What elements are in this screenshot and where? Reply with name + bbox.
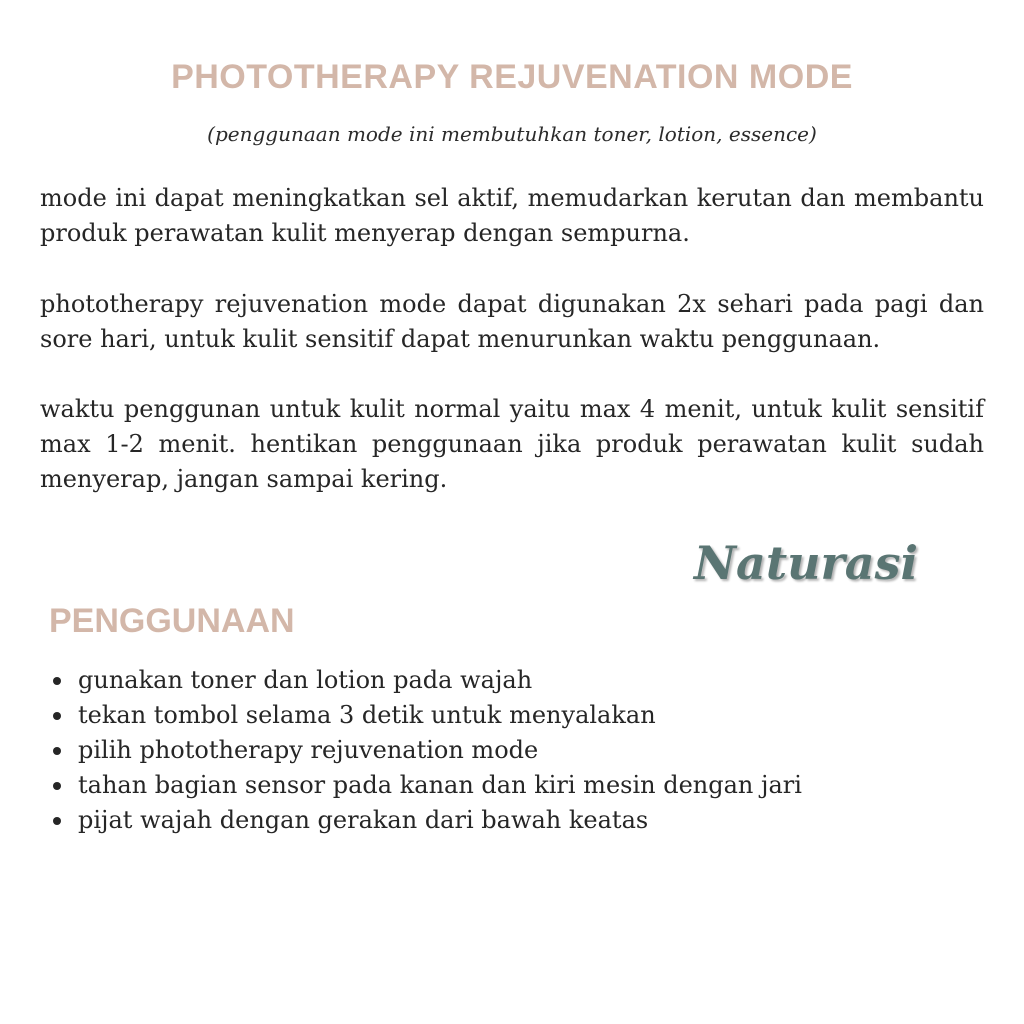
usage-step-text: pijat wajah dengan gerakan dari bawah keatas xyxy=(78,806,649,834)
usage-step xyxy=(50,768,990,803)
description-paragraph-2: phototherapy rejuvenation mode dapat digunakan 2x sehari pada pagi dan sore hari, untuk kulit sensitif dapat menurunkan waktu penggunaan. xyxy=(40,290,984,353)
description-paragraph-1: mode ini dapat meningkatkan sel aktif, memudarkan kerutan dan membantu produk perawatan kulit menyerap dengan sempurna. xyxy=(40,184,984,247)
usage-steps-list xyxy=(50,663,990,838)
usage-step xyxy=(50,663,990,698)
brand-logo: Naturasi xyxy=(694,536,918,590)
description-paragraph-3: waktu penggunan untuk kulit normal yaitu max 4 menit, untuk kulit sensitif max 1-2 menit. hentikan penggunaan jika produk perawatan kulit sudah menyerap, jangan sampai kering. xyxy=(40,395,984,493)
bullet-icon xyxy=(53,747,61,755)
usage-step-text: gunakan toner dan lotion pada wajah xyxy=(78,666,533,694)
usage-step-text: tekan tombol selama 3 detik untuk menyalakan xyxy=(78,701,656,729)
usage-step xyxy=(50,733,990,768)
usage-section-title: PENGGUNAAN xyxy=(49,602,295,640)
bullet-icon xyxy=(53,817,61,825)
usage-step-text: pilih phototherapy rejuvenation mode xyxy=(78,736,539,764)
bullet-icon xyxy=(53,782,61,790)
usage-step xyxy=(50,803,990,838)
usage-step-text: tahan bagian sensor pada kanan dan kiri mesin dengan jari xyxy=(78,771,802,799)
page-subtitle: (penggunaan mode ini membutuhkan toner, lotion, essence) xyxy=(207,122,817,146)
usage-step xyxy=(50,698,990,733)
bullet-icon xyxy=(53,677,61,685)
page-title: PHOTOTHERAPY REJUVENATION MODE xyxy=(171,58,853,96)
bullet-icon xyxy=(53,712,61,720)
